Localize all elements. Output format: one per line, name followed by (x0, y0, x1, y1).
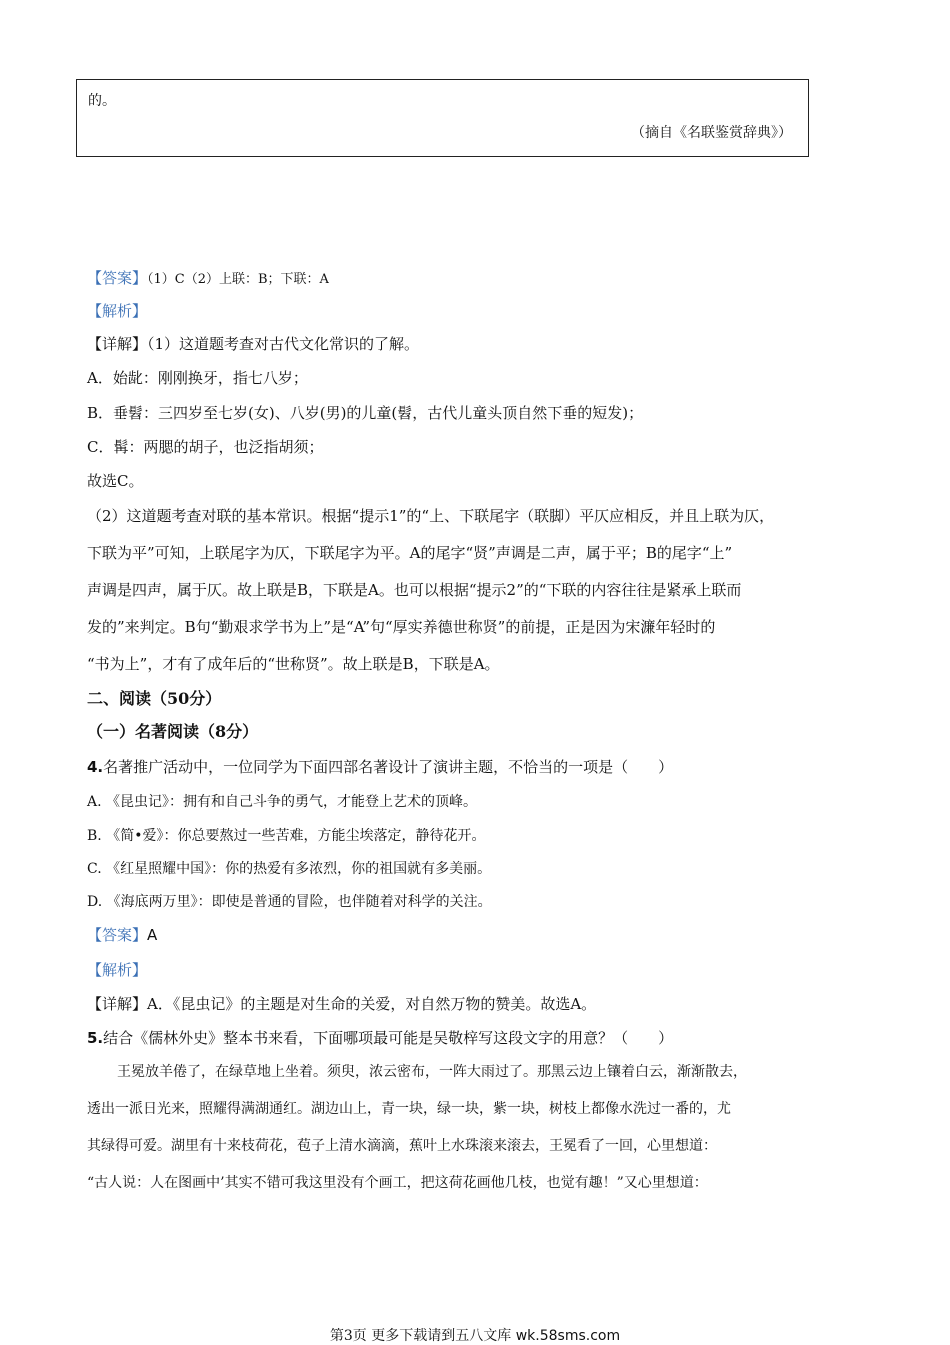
q4-number: 4. (87, 758, 104, 776)
q4-option-d: D. 《海底两万里》：即使是普通的冒险，也伴随着对科学的关注。 (87, 894, 492, 910)
conclusion-line: 故选C。 (87, 472, 144, 490)
q4-option-a: A. 《昆虫记》：拥有和自己斗争的勇气，才能登上艺术的顶峰。 (87, 794, 478, 810)
detail-text: （1）这道题考查对古代文化常识的了解。 (147, 335, 420, 353)
analysis-tag-1: 【解析】 (87, 302, 148, 320)
q4-option-b: B. 《简•爱》：你总要熬过一些苦难，方能尘埃落定，静待花开。 (87, 828, 486, 844)
passage-line: 其绿得可爱。湖里有十来枝荷花，苞子上清水滴滴，蕉叶上水珠滚来滚去，王冕看了一回，心里想道： (87, 1138, 717, 1154)
answer-tag: 【答案】 (87, 926, 148, 944)
option-line: A．始龀：刚刚换牙，指七八岁； (87, 369, 308, 387)
q4-option-c: C. 《红星照耀中国》：你的热爱有多浓烈，你的祖国就有多美丽。 (87, 861, 492, 877)
subsection-heading: （一）名著阅读（8分） (87, 722, 259, 741)
quote-box (76, 79, 809, 157)
q4-text: 名著推广活动中，一位同学为下面四部名著设计了演讲主题，不恰当的一项是（ ） (103, 758, 674, 776)
quote-line: 的。 (88, 93, 116, 109)
section-heading: 二、阅读（50分） (87, 689, 222, 708)
option-line: B．垂髫：三四岁至七岁(女)、八岁(男)的儿童(髫，古代儿童头顶自然下垂的短发)； (87, 404, 644, 422)
answer-tag: 【答案】 (87, 269, 148, 287)
q4-analysis-tag: 【解析】 (87, 961, 148, 979)
q4-detail: A．《昆虫记》的主题是对生命的关爱，对自然万物的赞美。故选A。 (147, 995, 597, 1013)
para-line: 发的”来判定。B句“勤艰求学书为上”是“A”句“厚实养德世称贤”的前提，正是因为宋濂年轻时的 (87, 618, 716, 636)
detail-tag: 【详解】 (87, 335, 148, 353)
passage-line: “古人说：人在图画中’其实不错可我这里没有个画工，把这荷花画他几枝，也觉有趣！”又心里想道： (87, 1175, 708, 1191)
q5-text: 结合《儒林外史》整本书来看，下面哪项最可能是吴敬梓写这段文字的用意？（ ） (103, 1029, 674, 1047)
q4-detail-line (87, 994, 596, 1014)
para-line: （2）这道题考查对联的基本常识。根据“提示1”的“上、下联尾字（联脚）平仄应相反，并且上联为仄， (87, 507, 775, 525)
para-line: 下联为平”可知，上联尾字为仄，下联尾字为平。A的尾字“贤”声调是二声，属于平；B的尾字“上” (87, 544, 733, 562)
q4-answer: A (147, 926, 158, 944)
page-number: 第3页 (329, 1328, 367, 1344)
footer-url: wk.58sms.com (515, 1328, 621, 1344)
answer-text: （1）C（2）上联：B；下联：A (147, 272, 329, 287)
answer-line-1 (87, 268, 329, 290)
q5-number: 5. (87, 1029, 104, 1047)
option-line: C．髯：两腮的胡子，也泛指胡须； (87, 438, 324, 456)
para-line: 声调是四声，属于仄。故上联是B，下联是A。也可以根据“提示2”的“下联的内容往往是紧承上联而 (87, 581, 742, 599)
para-line: “书为上”，才有了成年后的“世称贤”。故上联是B，下联是A。 (87, 655, 500, 673)
quote-source: （摘自《名联鉴赏辞典》） (631, 125, 792, 141)
page-footer (0, 1325, 950, 1345)
detail-line-1 (87, 334, 419, 354)
detail-tag: 【详解】 (87, 995, 148, 1013)
passage-line: 王冕放羊倦了，在绿草地上坐着。须臾，浓云密布，一阵大雨过了。那黑云边上镶着白云，渐渐散去， (117, 1064, 747, 1080)
q5-stem (87, 1028, 673, 1048)
passage-line: 透出一派日光来，照耀得满湖通红。湖边山上，青一块，绿一块，紫一块，树枝上都像水洗过一番的，尤 (87, 1101, 731, 1117)
q4-answer-line (87, 925, 157, 945)
footer-text: 更多下载请到五八文库 (371, 1328, 512, 1344)
q4-stem (87, 757, 673, 777)
